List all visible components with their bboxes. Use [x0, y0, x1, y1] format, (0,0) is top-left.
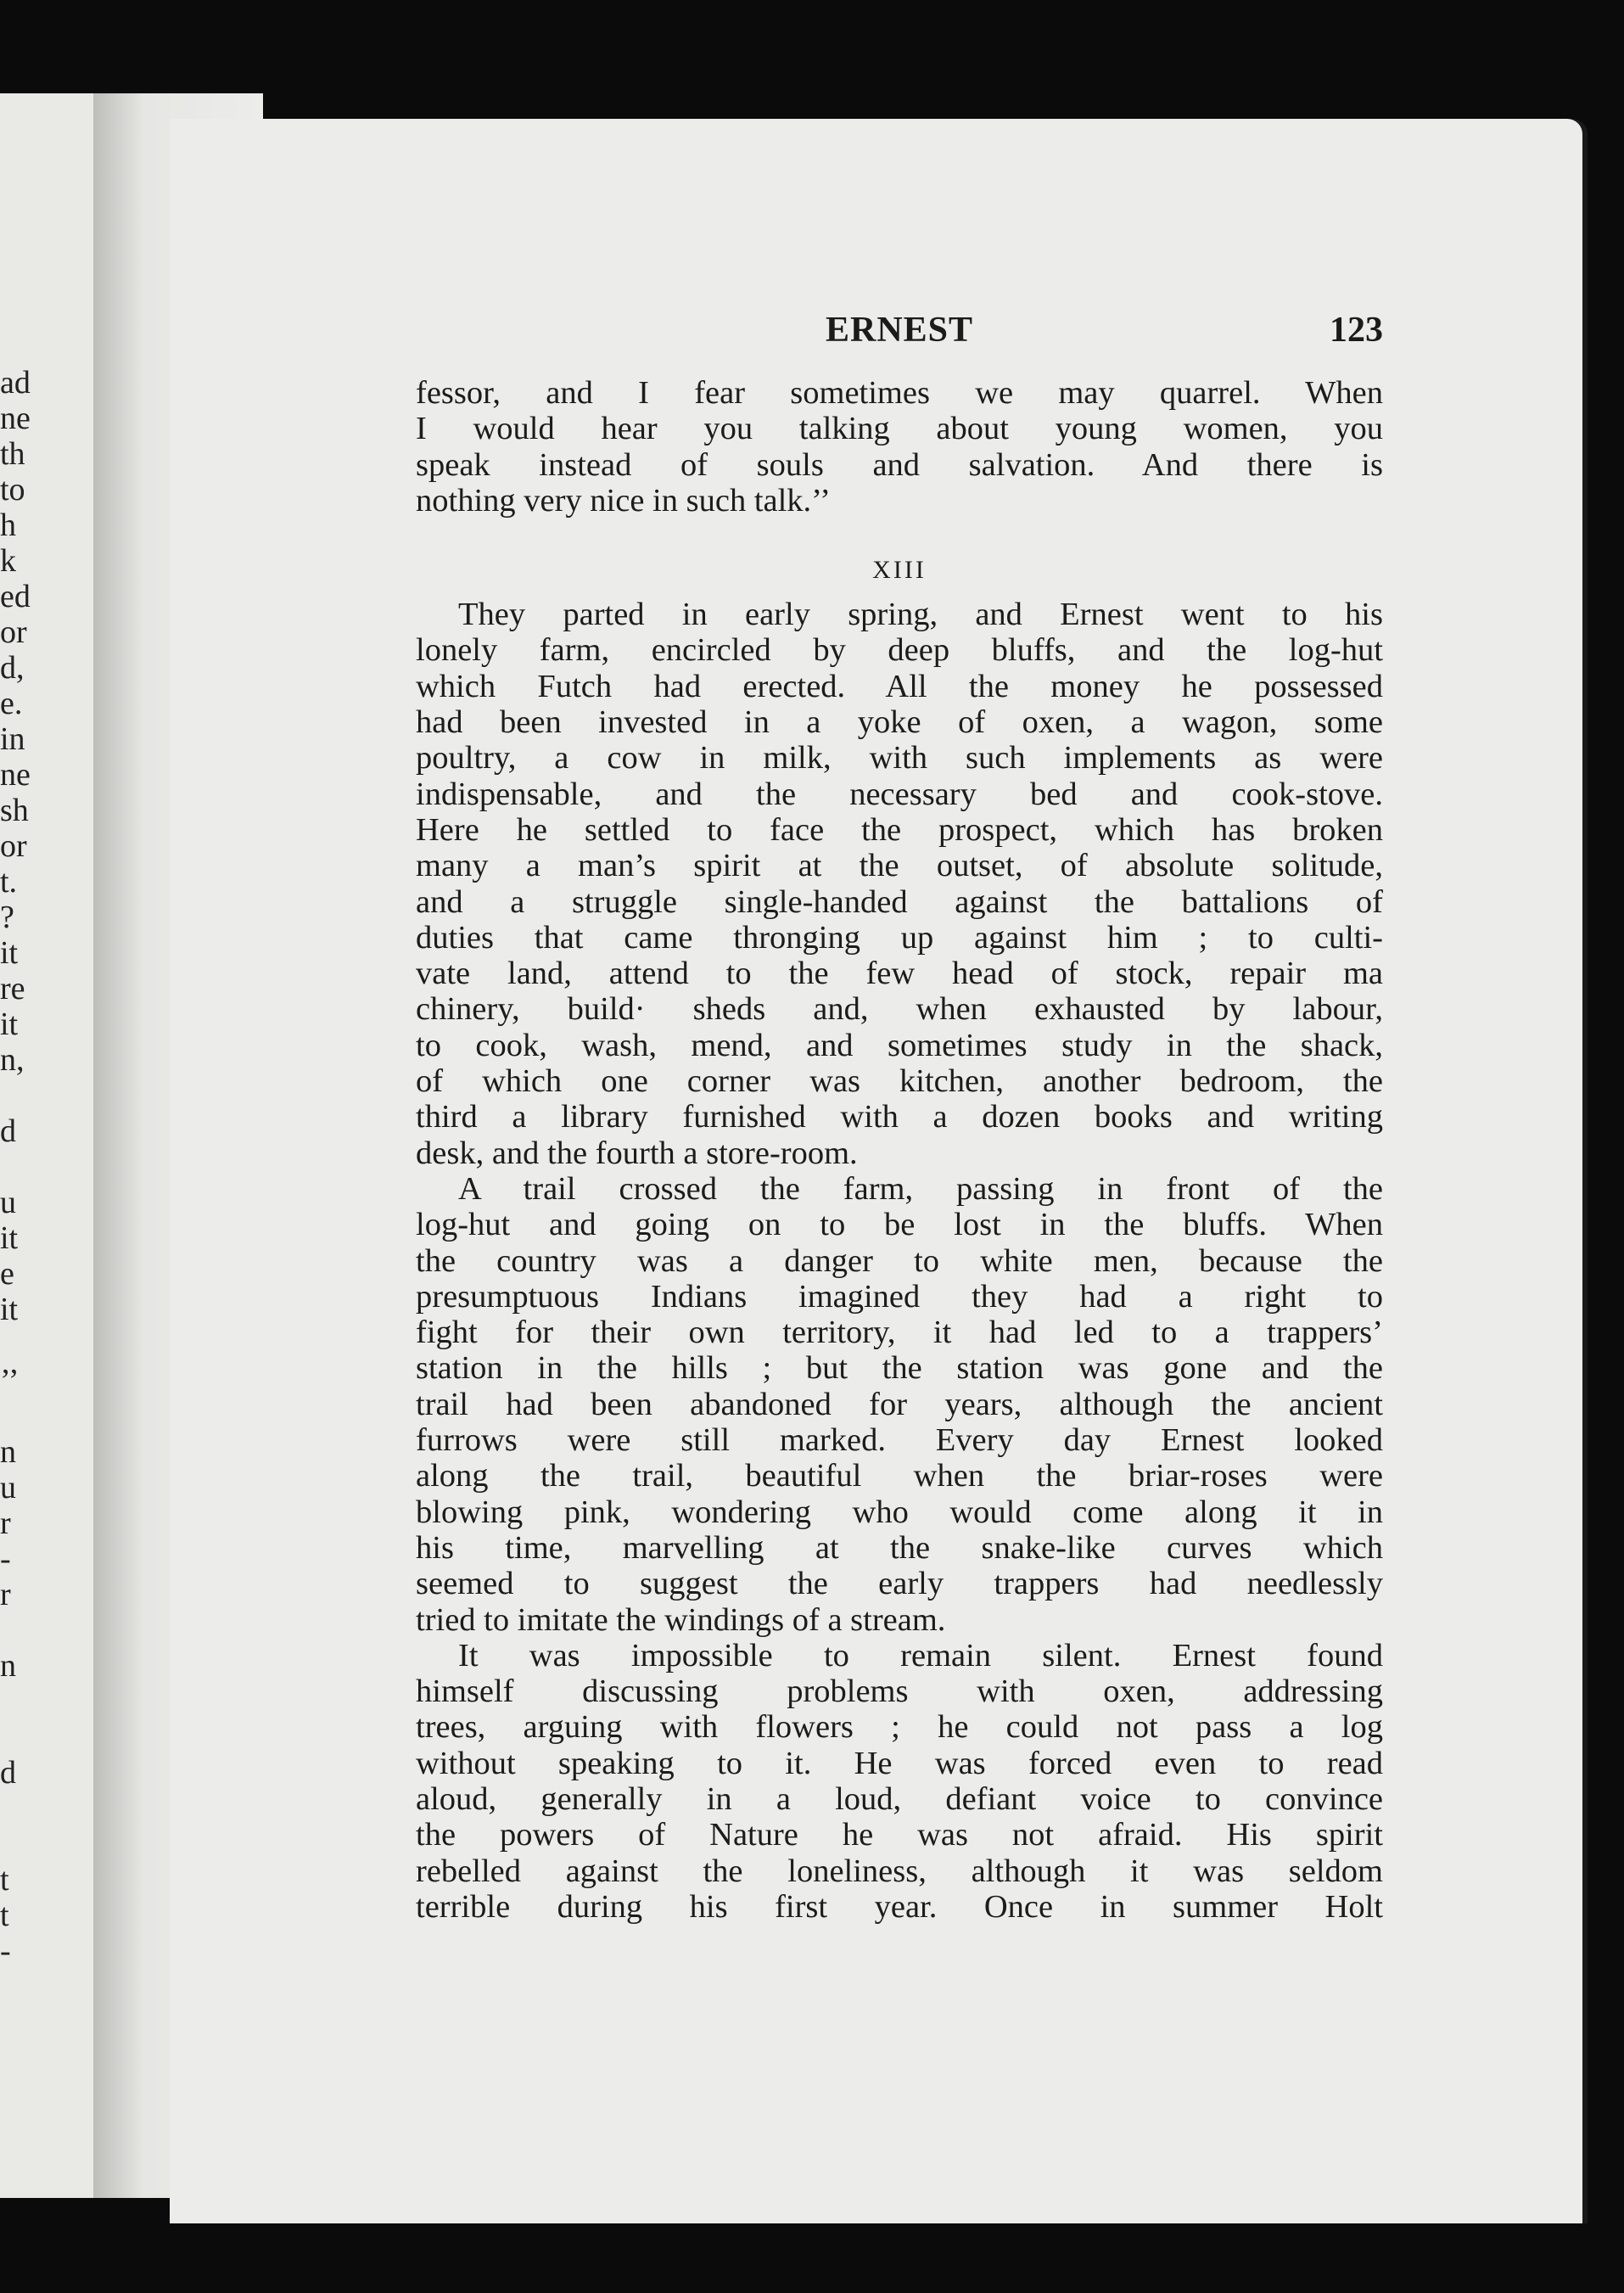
fragment-line: u [0, 1185, 16, 1220]
fragment-line: or [0, 828, 27, 864]
text-line: terrible during his first year. Once in summer Holt [416, 1888, 1383, 1925]
fragment-line [0, 1612, 34, 1648]
text-line: speak instead of souls and salvation. And there is [416, 446, 1383, 483]
text-line: and a struggle single-handed against the battalions of [416, 883, 1383, 920]
text-line: seemed to suggest the early trappers had needlessly [416, 1566, 1383, 1602]
text-line: It was impossible to remain silent. Ernest found [458, 1637, 1383, 1673]
text-line: aloud, generally in a loud, defiant voice to convince [416, 1780, 1383, 1817]
text-line: to cook, wash, mend, and sometimes study in the shack, [416, 1027, 1383, 1063]
fragment-line: u [0, 1470, 16, 1505]
fragment-line: d [0, 1113, 16, 1149]
text-line: indispensable, and the necessary bed and cook-stove. [416, 776, 1383, 812]
text-line: station in the hills ; but the station was gone and the [416, 1350, 1383, 1387]
text-line: fessor, and I fear sometimes we may quarrel. When [416, 375, 1383, 411]
text-line: trees, arguing with flowers ; he could not pass a log [416, 1709, 1383, 1746]
fragment-line: in [0, 721, 25, 757]
text-line: the powers of Nature he was not afraid. His spirit [416, 1817, 1383, 1853]
fragment-line: t [0, 1898, 9, 1933]
fragment-line: h [0, 507, 16, 543]
text-line: nothing very nice in such talk.’’ [416, 482, 831, 519]
fragment-line [0, 1399, 34, 1434]
text-line: had been invested in a yoke of oxen, a wagon, some [416, 704, 1383, 741]
fragment-line: ne [0, 757, 31, 793]
fragment-line: it [0, 935, 19, 971]
text-line: of which one corner was kitchen, another bedroom, the [416, 1063, 1383, 1100]
running-head [416, 310, 1383, 352]
fragment-line: sh [0, 793, 29, 828]
fragment-line: t. [0, 864, 18, 900]
text-line: trail had been abandoned for years, although the ancient [416, 1386, 1383, 1422]
fragment-line [0, 1078, 34, 1113]
previous-page-text-fragments [0, 365, 34, 1969]
text-line: log-hut and going on to be lost in the bluffs. When [416, 1207, 1383, 1243]
text-line: A trail crossed the farm, passing in front of the [458, 1170, 1383, 1207]
fragment-line: n [0, 1434, 16, 1470]
fragment-line: d [0, 1755, 16, 1791]
text-line: the country was a danger to white men, because the [416, 1242, 1383, 1279]
fragment-line: re [0, 971, 25, 1006]
text-line: lonely farm, encircled by deep bluffs, and the log-hut [416, 632, 1383, 669]
fragment-line: k [0, 543, 16, 579]
fragment-line: ad [0, 365, 31, 401]
fragment-line: it [0, 1220, 19, 1256]
text-line: fight for their own territory, it had led to a trappers’ [416, 1315, 1383, 1351]
fragment-line: ? [0, 900, 14, 935]
text-line: poultry, a cow in milk, with such implements as were [416, 740, 1383, 776]
fragment-line: r [0, 1505, 11, 1541]
fragment-line: to [0, 472, 25, 507]
fragment-line [0, 1149, 34, 1185]
text-line: which Futch had erected. All the money he possessed [416, 668, 1383, 704]
page-text [416, 375, 1383, 1925]
fragment-line [0, 1327, 34, 1363]
text-line: blowing pink, wondering who would come along it in [416, 1494, 1383, 1530]
fragment-line: r [0, 1577, 11, 1612]
text-line: himself discussing problems with oxen, addressing [416, 1673, 1383, 1710]
fragment-line [0, 1684, 34, 1719]
text-line: his time, marvelling at the snake-like curves which [416, 1529, 1383, 1566]
fragment-line: n, [0, 1042, 25, 1078]
fragment-line: or [0, 614, 27, 650]
fragment-line: e. [0, 686, 23, 721]
fragment-line: it [0, 1292, 19, 1327]
text-line: presumptuous Indians imagined they had a right to [416, 1278, 1383, 1315]
text-line: third a library furnished with a dozen books and writing [416, 1099, 1383, 1135]
page-number: 123 [1330, 311, 1383, 350]
text-line: furrows were still marked. Every day Ernest looked [416, 1422, 1383, 1459]
fragment-line: th [0, 436, 25, 472]
text-line: without speaking to it. He was forced even to read [416, 1745, 1383, 1781]
text-line: chinery, build· sheds and, when exhausted by labour, [416, 991, 1383, 1028]
fragment-line: t [0, 1862, 9, 1898]
fragment-line [0, 1719, 34, 1755]
text-line: along the trail, beautiful when the briar-roses were [416, 1458, 1383, 1494]
text-line: duties that came thronging up against him ; to culti- [416, 919, 1383, 956]
fragment-line: ed [0, 579, 31, 614]
fragment-line: ne [0, 401, 31, 436]
running-head-title: ERNEST [825, 311, 974, 350]
text-line: vate land, attend to the few head of stock, repair ma [416, 956, 1383, 992]
fragment-line: n [0, 1648, 16, 1684]
fragment-line: e [0, 1256, 14, 1292]
fragment-line: - [0, 1933, 11, 1969]
text-line: I would hear you talking about young women, you [416, 411, 1383, 447]
fragment-line: it [0, 1006, 19, 1042]
fragment-line [0, 1826, 34, 1862]
text-line: desk, and the fourth a store-room. [416, 1135, 858, 1171]
section-body [416, 597, 1383, 1925]
fragment-line: d, [0, 650, 25, 686]
section-heading: XIII [872, 556, 927, 585]
text-line: tried to imitate the windings of a stream. [416, 1601, 946, 1638]
text-line: Here he settled to face the prospect, which has broken [416, 811, 1383, 848]
paragraph-continued [416, 375, 1383, 519]
text-line: rebelled against the loneliness, although it was seldom [416, 1853, 1383, 1889]
text-line: many a man’s spirit at the outset, of absolute solitude, [416, 848, 1383, 884]
text-line: They parted in early spring, and Ernest went to his [458, 597, 1383, 633]
fragment-line: - [0, 1541, 11, 1577]
fragment-line: ’’ [0, 1363, 20, 1399]
fragment-line [0, 1791, 34, 1826]
